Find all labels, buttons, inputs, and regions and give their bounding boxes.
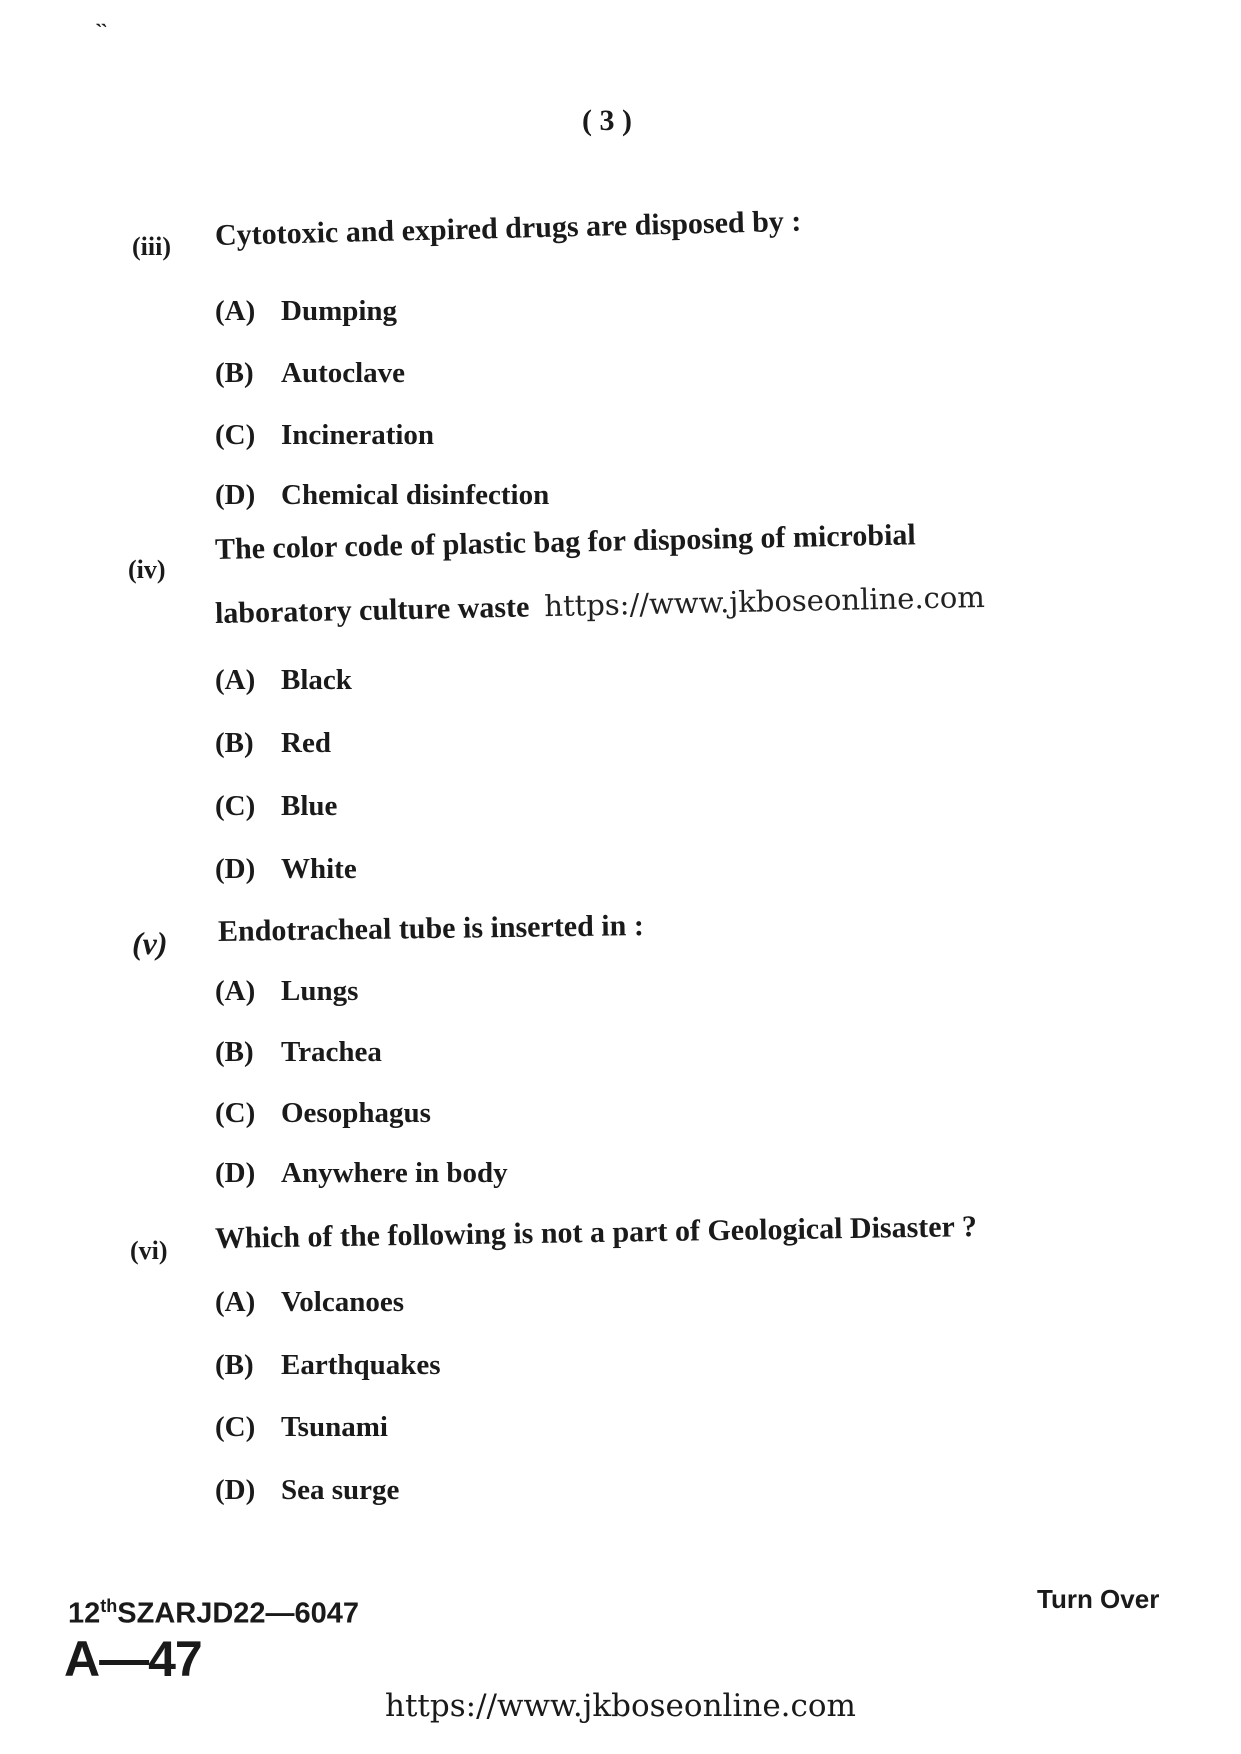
option-text: Chemical disinfection [281,479,550,511]
option-letter: (A) [215,975,256,1007]
paper-code-rest: SZARJD22—6047 [117,1597,360,1630]
option-c [215,1097,431,1130]
option-text: Black [281,664,352,696]
option-letter: (C) [215,790,256,822]
paper-code-sup: th [100,1596,118,1616]
option-a [215,295,397,328]
option-d [215,1157,508,1190]
question-text-line [215,580,986,631]
paper-code [68,1596,359,1631]
option-a [215,975,358,1008]
question-text: laboratory culture waste [214,590,530,630]
question-text-line [215,514,1121,567]
option-c [215,1411,388,1444]
option-letter: (D) [215,1474,256,1506]
option-text: Oesophagus [281,1097,431,1129]
option-letter: (A) [215,1286,256,1318]
option-text: Sea surge [281,1474,400,1506]
option-text: Lungs [281,975,359,1007]
option-text: Anywhere in body [281,1157,508,1189]
option-letter: (A) [215,664,256,696]
option-b [215,727,331,760]
option-c [215,790,337,823]
option-b [215,1036,382,1069]
option-text: Incineration [281,419,435,451]
inline-url[interactable]: https://www.jkboseonline.com [543,579,986,624]
corner-mark: ˎˎ [95,2,106,27]
option-b [215,1349,441,1382]
option-letter: (B) [215,357,254,389]
question-number: (iv) [128,555,166,584]
option-text: Earthquakes [281,1349,441,1381]
option-b [215,357,405,390]
option-letter: (B) [215,727,254,759]
option-a [215,1286,404,1319]
option-letter: (C) [215,419,256,451]
option-letter: (C) [215,1097,256,1129]
option-text: White [281,853,357,885]
option-text: Tsunami [281,1411,388,1443]
question-text: Endotracheal tube is inserted in : [217,909,645,948]
option-letter: (D) [215,853,256,885]
option-letter: (B) [215,1349,254,1381]
option-text: Blue [281,790,338,822]
option-text: Red [281,727,331,759]
option-letter: (B) [215,1036,254,1068]
option-text: Dumping [281,295,398,327]
option-d [215,1474,399,1507]
footer-url[interactable]: https://www.jkboseonline.com [385,1688,856,1724]
question-text: Cytotoxic and expired drugs are disposed by : [214,204,802,252]
question-number: (v) [132,925,168,961]
question-number: (vi) [130,1236,168,1265]
option-c [215,419,434,452]
option-letter: (D) [215,479,256,511]
question-text: The color code of plastic bag for disposing of microbial [214,518,917,566]
option-text: Trachea [281,1036,382,1068]
option-d [215,853,357,886]
option-a [215,664,352,697]
option-letter: (A) [215,295,256,327]
series-label: A—47 [64,1631,202,1687]
question-number: (iii) [132,232,171,261]
option-text: Autoclave [281,357,406,389]
question-text: Which of the following is not a part of Geological Disaster ? [214,1210,978,1255]
option-letter: (D) [215,1157,256,1189]
option-d [215,479,549,512]
paper-code-prefix: 12 [68,1597,101,1630]
option-letter: (C) [215,1411,256,1443]
page-number: ( 3 ) [582,104,632,137]
option-text: Volcanoes [281,1286,404,1318]
turn-over: Turn Over [1037,1584,1160,1614]
